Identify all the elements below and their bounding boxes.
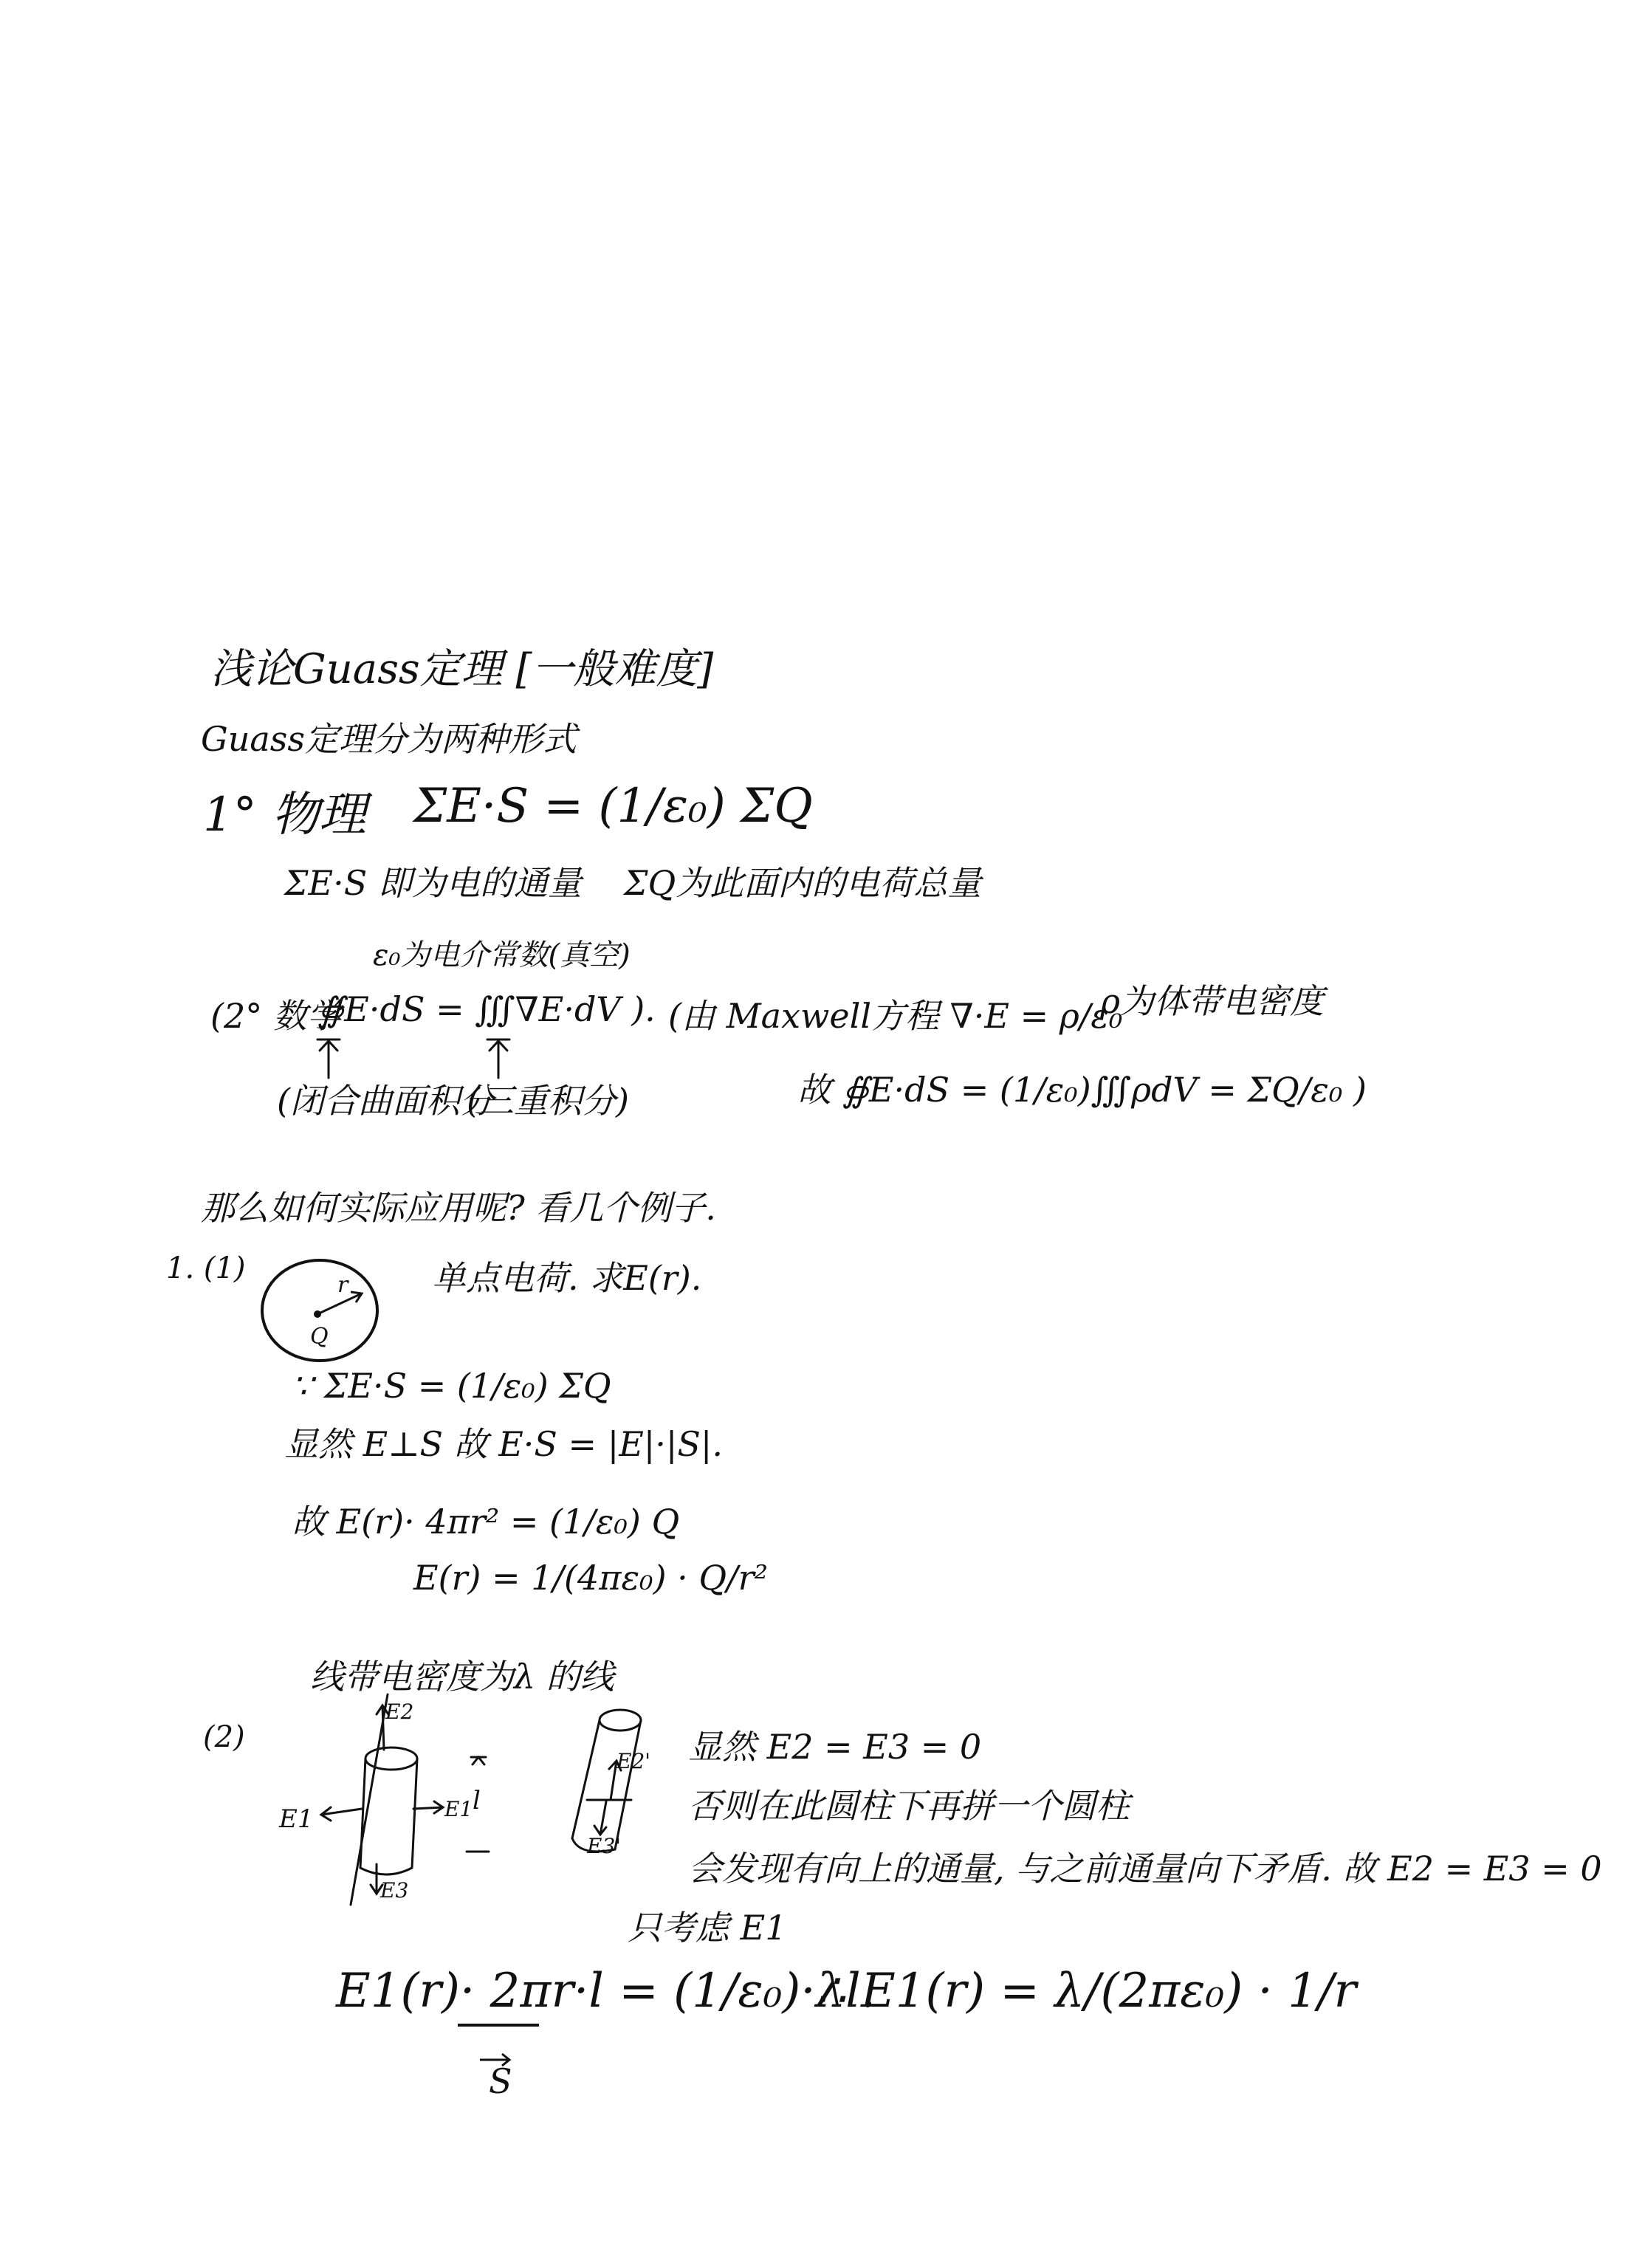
epsilon-note: ε₀为电介常数(真空) <box>373 938 631 972</box>
cylinder-figure <box>273 1691 509 1912</box>
e3-label: E3 <box>380 1878 409 1903</box>
consider-e1-line: 只考虑 E1 <box>628 1908 787 1948</box>
sphere-area-line: 故 E(r)· 4πr² = (1/ε₀) Q <box>292 1502 680 1542</box>
math-formula: ∯E·dS = ∭∇E·dV ). <box>317 989 656 1029</box>
e2-e3-zero: 显然 E2 = E3 = 0 <box>688 1727 982 1767</box>
e2-prime-label: E2' <box>616 1749 650 1773</box>
surface-underline <box>450 2019 561 2100</box>
example1-description: 单点电荷. 求E(r). <box>432 1258 702 1298</box>
maxwell-equation: (由 Maxwell方程 ∇·E = ρ/ε₀ <box>668 996 1123 1036</box>
point-charge-figure <box>258 1255 384 1366</box>
line-charge-result: ∴ E1(r) = λ/(2πε₀) · 1/r <box>816 1964 1357 2018</box>
therefore-formula: 故 ∯E·dS = (1/ε₀)∭ρdV = ΣQ/ε₀ ) <box>797 1070 1367 1110</box>
charge-note: ΣQ为此面内的电荷总量 <box>624 863 982 903</box>
physical-formula: ΣE·S = (1/ε₀) ΣQ <box>413 779 813 834</box>
physical-label: 1° 物理 <box>203 788 367 842</box>
line-charge-intro: 线带电密度为λ 的线 <box>310 1657 614 1697</box>
cylinder-figure-2 <box>557 1698 661 1875</box>
e2-label: E2 <box>385 1700 414 1724</box>
question-line: 那么如何实际应用呢? 看几个例子. <box>201 1188 716 1228</box>
math-label: (2° 数学 <box>210 996 341 1036</box>
flux-equation: E1(r)· 2πr·l = (1/ε₀)·λl. <box>336 1964 876 2018</box>
gauss-law-line: ∵ ΣE·S = (1/ε₀) ΣQ <box>292 1366 611 1406</box>
rho-note: ρ为体带电密度 <box>1100 981 1325 1021</box>
e1-left-label: E1 <box>279 1804 314 1834</box>
radius-label: r <box>337 1272 348 1298</box>
charge-q-label: Q <box>310 1324 329 1350</box>
contradiction-line-2: 会发现有向上的通量, 与之前通量向下矛盾. 故 E2 = E3 = 0 <box>688 1849 1602 1889</box>
page-title: 浅论Guass定理 [一般难度] <box>210 645 714 693</box>
e1-right-label: E1 <box>444 1797 473 1821</box>
surface-integral-note: (闭合曲面积分 <box>277 1081 494 1121</box>
flux-note: ΣE·S 即为电的通量 <box>284 863 582 903</box>
coulomb-result: E(r) = 1/(4πε₀) · Q/r² <box>413 1558 769 1598</box>
intro-line: Guass定理分为两种形式 <box>201 719 577 759</box>
perpendicular-line: 显然 E⊥S 故 E·S = |E|·|S|. <box>284 1424 724 1464</box>
length-l-label: l <box>473 1786 481 1815</box>
example2-label: (2) <box>203 1720 245 1754</box>
triple-integral-note: (三重积分) <box>467 1081 629 1121</box>
surface-s-label: S <box>489 2061 512 2101</box>
contradiction-line-1: 否则在此圆柱下再拼一个圆柱 <box>688 1786 1130 1826</box>
e3-prime-label: E3' <box>587 1834 621 1858</box>
example1-label: 1. (1) <box>166 1251 246 1285</box>
